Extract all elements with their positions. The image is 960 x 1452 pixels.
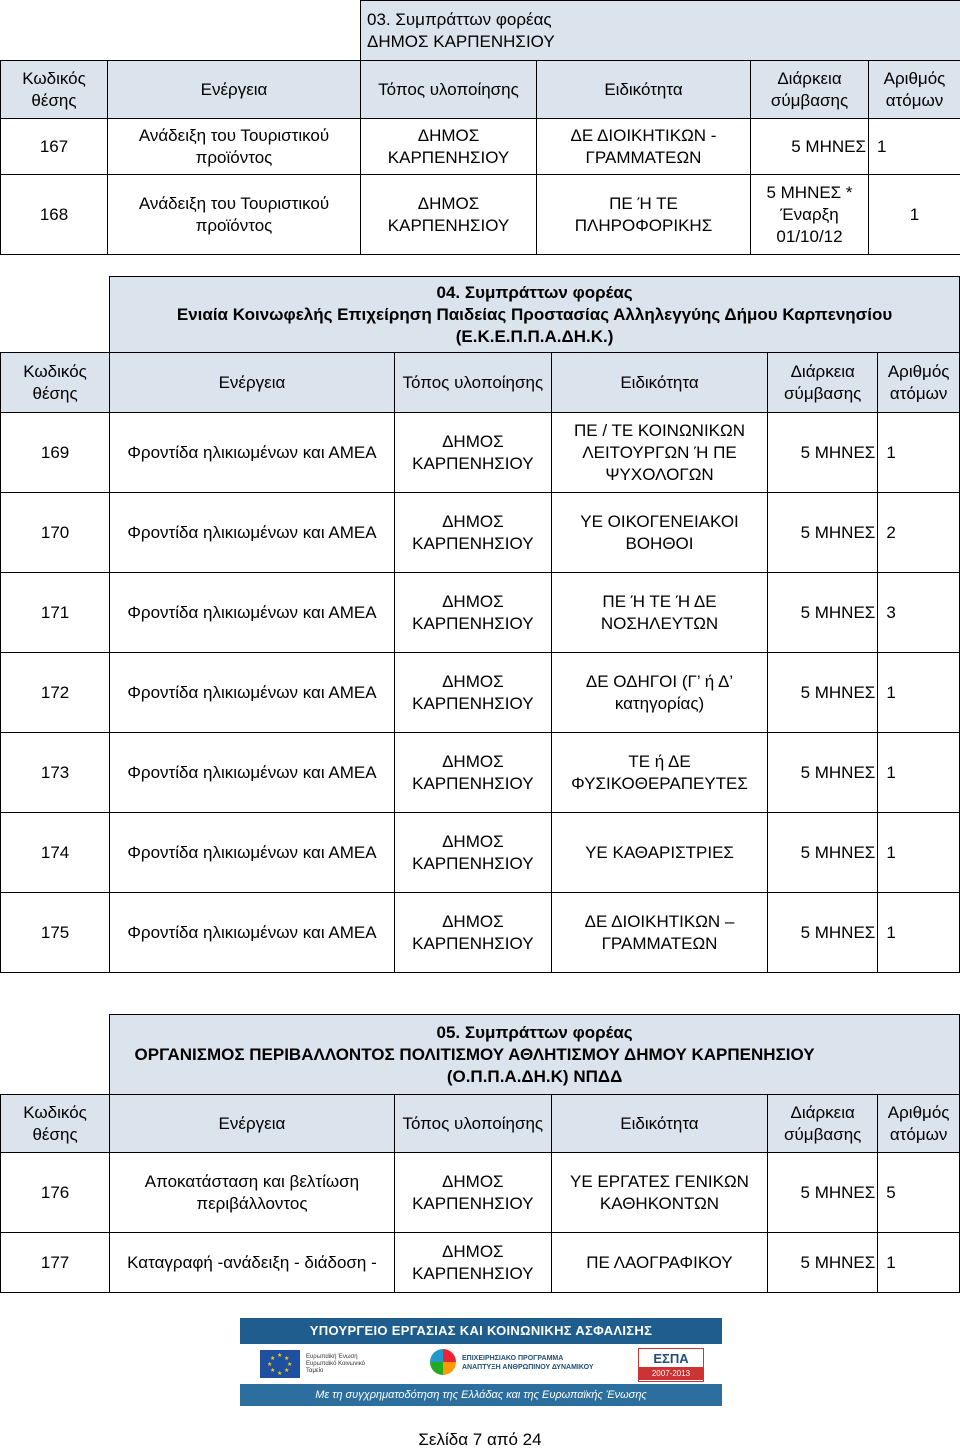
cell-action: Φροντίδα ηλικιωμένων και ΑΜΕΑ: [110, 573, 395, 653]
cell-duration: 5 ΜΗΝΕΣ * Έναρξη 01/10/12: [751, 175, 869, 255]
col-spec-header: Ειδικότητα: [537, 61, 751, 119]
cell-place: ΔΗΜΟΣ ΚΑΡΠΕΝΗΣΙΟΥ: [361, 119, 537, 175]
cell-count: 1: [869, 175, 960, 255]
col-code-header: Κωδικός θέσης: [1, 1095, 110, 1153]
col-action-header: Ενέργεια: [110, 1095, 395, 1153]
col-code-header: Κωδικός θέσης: [1, 61, 108, 119]
cell-place: ΔΗΜΟΣ ΚΑΡΠΕΝΗΣΙΟΥ: [394, 1153, 551, 1233]
cell-action: Ανάδειξη του Τουριστικού προϊόντος: [108, 175, 361, 255]
cell-duration: 5 ΜΗΝΕΣ: [768, 653, 878, 733]
section-05-header-row: [1, 1095, 960, 1153]
cell-code: 173: [1, 733, 110, 813]
section-03-table: [0, 0, 960, 255]
cell-count: 1: [878, 733, 960, 813]
col-duration-header: Διάρκεια σύμβασης: [751, 61, 869, 119]
col-count-header: Αριθμός ατόμων: [878, 1095, 960, 1153]
cell-place: ΔΗΜΟΣ ΚΑΡΠΕΝΗΣΙΟΥ: [394, 413, 551, 493]
section-04-header-row: [1, 353, 960, 413]
cell-count: 1: [878, 813, 960, 893]
table-row: [1, 1233, 960, 1293]
cell-spec: ΠΕ Ή ΤΕ ΠΛΗΡΟΦΟΡΙΚΗΣ: [537, 175, 751, 255]
cell-place: ΔΗΜΟΣ ΚΑΡΠΕΝΗΣΙΟΥ: [394, 493, 551, 573]
cell-place: ΔΗΜΟΣ ΚΑΡΠΕΝΗΣΙΟΥ: [394, 573, 551, 653]
cell-place: ΔΗΜΟΣ ΚΑΡΠΕΝΗΣΙΟΥ: [394, 733, 551, 813]
col-place-header: Τόπος υλοποίησης: [394, 353, 551, 413]
cell-count: 1: [878, 653, 960, 733]
section-05-title-line2: ΟΡΓΑΝΙΣΜΟΣ ΠΕΡΙΒΑΛΛΟΝΤΟΣ ΠΟΛΙΤΙΣΜΟΥ ΑΘΛΗΤΙΣΜΟΥ ΔΗΜΟΥ ΚΑΡΠΕΝΗΣΙΟΥ: [134, 1044, 815, 1064]
cell-count: 2: [878, 493, 960, 573]
cell-spec: ΔΕ ΔΙΟΙΚΗΤΙΚΩΝ – ΓΡΑΜΜΑΤΕΩΝ: [551, 893, 767, 973]
section-05: [0, 1014, 960, 1293]
col-spec-header: Ειδικότητα: [551, 353, 767, 413]
cell-duration: 5 ΜΗΝΕΣ: [768, 493, 878, 573]
cofunding-banner: [240, 1318, 722, 1410]
cell-action: Ανάδειξη του Τουριστικού προϊόντος: [108, 119, 361, 175]
cell-code: 174: [1, 813, 110, 893]
cell-code: 169: [1, 413, 110, 493]
cell-count: 1: [878, 1233, 960, 1293]
espa-years: 2007-2013: [639, 1367, 703, 1380]
cell-action: Φροντίδα ηλικιωμένων και ΑΜΕΑ: [110, 413, 395, 493]
cell-count: 3: [878, 573, 960, 653]
cell-code: 170: [1, 493, 110, 573]
cell-spec: ΠΕ / ΤΕ ΚΟΙΝΩΝΙΚΩΝ ΛΕΙΤΟΥΡΓΩΝ Ή ΠΕ ΨΥΧΟΛΟΓΩΝ: [551, 413, 767, 493]
cell-action: Αποκατάσταση και βελτίωση περιβάλλοντος: [110, 1153, 395, 1233]
cell-count: 1: [869, 119, 960, 175]
table-row: [1, 893, 960, 973]
section-04-title-line1: 04. Συμπράττων φορέας: [436, 282, 633, 302]
col-count-header: Αριθμός ατόμων: [878, 353, 960, 413]
table-row: [1, 175, 960, 255]
cell-code: 175: [1, 893, 110, 973]
cell-code: 177: [1, 1233, 110, 1293]
cell-place: ΔΗΜΟΣ ΚΑΡΠΕΝΗΣΙΟΥ: [394, 653, 551, 733]
table-row: [1, 493, 960, 573]
cell-code: 167: [1, 119, 108, 175]
cell-duration: 5 ΜΗΝΕΣ: [768, 1153, 878, 1233]
col-duration-header: Διάρκεια σύμβασης: [768, 1095, 878, 1153]
table-row: [1, 573, 960, 653]
section-03-title: [361, 1, 960, 61]
section-03-title-line1: 03. Συμπράττων φορέας: [367, 9, 552, 29]
col-place-header: Τόπος υλοποίησης: [361, 61, 537, 119]
cell-duration: 5 ΜΗΝΕΣ: [768, 733, 878, 813]
col-count-header: Αριθμός ατόμων: [869, 61, 960, 119]
cell-action: Φροντίδα ηλικιωμένων και ΑΜΕΑ: [110, 893, 395, 973]
cell-code: 171: [1, 573, 110, 653]
table-row: [1, 413, 960, 493]
cell-spec: ΥΕ ΟΙΚΟΓΕΝΕΙΑΚΟΙ ΒΟΗΘΟΙ: [551, 493, 767, 573]
cell-spec: ΠΕ Ή ΤΕ Ή ΔΕ ΝΟΣΗΛΕΥΤΩΝ: [551, 573, 767, 653]
section-04-table: [0, 276, 960, 973]
ministry-title: ΥΠΟΥΡΓΕΙΟ ΕΡΓΑΣΙΑΣ ΚΑΙ ΚΟΙΝΩΝΙΚΗΣ ΑΣΦΑΛΙΣΗΣ: [240, 1318, 722, 1344]
cell-code: 176: [1, 1153, 110, 1233]
section-04: [0, 276, 960, 973]
section-04-title-line2: Ενιαία Κοινωφελής Επιχείρηση Παιδείας Προστασίας Αλληλεγγύης Δήμου Καρπενησίου: [176, 304, 893, 324]
eu-flag-icon: ★ ★ ★ ★ ★ ★ ★ ★: [260, 1350, 300, 1378]
col-duration-header: Διάρκεια σύμβασης: [768, 353, 878, 413]
section-04-title: [110, 277, 960, 353]
cell-spec: ΤΕ ή ΔΕ ΦΥΣΙΚΟΘΕΡΑΠΕΥΤΕΣ: [551, 733, 767, 813]
col-action-header: Ενέργεια: [108, 61, 361, 119]
cell-place: ΔΗΜΟΣ ΚΑΡΠΕΝΗΣΙΟΥ: [394, 813, 551, 893]
epa-line1: ΕΠΙΧΕΙΡΗΣΙΑΚΟ ΠΡΟΓΡΑΜΜΑ: [462, 1355, 564, 1362]
table-row: [1, 1153, 960, 1233]
cell-action: Φροντίδα ηλικιωμένων και ΑΜΕΑ: [110, 813, 395, 893]
cell-place: ΔΗΜΟΣ ΚΑΡΠΕΝΗΣΙΟΥ: [361, 175, 537, 255]
epa-line2: ΑΝΑΠΤΥΞΗ ΑΝΘΡΩΠΙΝΟΥ ΔΥΝΑΜΙΚΟΥ: [462, 1364, 594, 1371]
table-row: [1, 733, 960, 813]
section-05-title: [110, 1015, 960, 1095]
cell-count: 1: [878, 413, 960, 493]
col-code-header: Κωδικός θέσης: [1, 353, 110, 413]
table-row: [1, 813, 960, 893]
cell-duration: 5 ΜΗΝΕΣ: [768, 573, 878, 653]
section-05-table: [0, 1014, 960, 1293]
eu-caption: Ευρωπαϊκή Ένωση Ευρωπαϊκό Κοινωνικό Ταμείο: [306, 1354, 365, 1374]
cell-count: 5: [878, 1153, 960, 1233]
cell-spec: ΔΕ ΟΔΗΓΟΙ (Γ’ ή Δ’ κατηγορίας): [551, 653, 767, 733]
col-spec-header: Ειδικότητα: [551, 1095, 767, 1153]
section-03-title-line2: ΔΗΜΟΣ ΚΑΡΠΕΝΗΣΙΟΥ: [367, 31, 555, 51]
cell-duration: 5 ΜΗΝΕΣ: [768, 1233, 878, 1293]
cell-action: Φροντίδα ηλικιωμένων και ΑΜΕΑ: [110, 733, 395, 813]
section-03-header-row: [1, 61, 960, 119]
cell-action: Φροντίδα ηλικιωμένων και ΑΜΕΑ: [110, 653, 395, 733]
cell-place: ΔΗΜΟΣ ΚΑΡΠΕΝΗΣΙΟΥ: [394, 1233, 551, 1293]
section-05-title-line3: (Ο.Π.Π.Α.ΔΗ.Κ) ΝΠΔΔ: [446, 1066, 623, 1086]
cell-spec: ΔΕ ΔΙΟΙΚΗΤΙΚΩΝ - ΓΡΑΜΜΑΤΕΩΝ: [537, 119, 751, 175]
epa-logo-icon: [430, 1349, 456, 1375]
cell-count: 1: [878, 893, 960, 973]
col-action-header: Ενέργεια: [110, 353, 395, 413]
logos-strip: [240, 1344, 722, 1384]
epa-text: [462, 1354, 594, 1372]
cell-spec: ΥΕ ΕΡΓΑΤΕΣ ΓΕΝΙΚΩΝ ΚΑΘΗΚΟΝΤΩΝ: [551, 1153, 767, 1233]
page-number: Σελίδα 7 από 24: [418, 1430, 542, 1449]
table-row: [1, 119, 960, 175]
cell-duration: 5 ΜΗΝΕΣ: [768, 813, 878, 893]
cell-duration: 5 ΜΗΝΕΣ: [768, 413, 878, 493]
section-05-title-line1: 05. Συμπράττων φορέας: [436, 1022, 633, 1042]
cell-place: ΔΗΜΟΣ ΚΑΡΠΕΝΗΣΙΟΥ: [394, 893, 551, 973]
section-04-title-line3: (Ε.Κ.Ε.Π.Π.Α.ΔΗ.Κ.): [455, 326, 614, 346]
espa-logo: [638, 1348, 704, 1382]
section-03: [0, 0, 960, 255]
cofund-text: Με τη συγχρηματοδότηση της Ελλάδας και της Ευρωπαϊκής Ένωσης: [240, 1384, 722, 1406]
col-place-header: Τόπος υλοποίησης: [394, 1095, 551, 1153]
table-row: [1, 653, 960, 733]
cell-code: 172: [1, 653, 110, 733]
cell-duration: 5 ΜΗΝΕΣ: [751, 119, 869, 175]
cell-spec: ΥΕ ΚΑΘΑΡΙΣΤΡΙΕΣ: [551, 813, 767, 893]
cell-duration: 5 ΜΗΝΕΣ: [768, 893, 878, 973]
espa-title: ΕΣΠΑ: [653, 1351, 689, 1366]
cell-action: Καταγραφή -ανάδειξη - διάδοση -: [110, 1233, 395, 1293]
cell-action: Φροντίδα ηλικιωμένων και ΑΜΕΑ: [110, 493, 395, 573]
cell-code: 168: [1, 175, 108, 255]
cell-spec: ΠΕ ΛΑΟΓΡΑΦΙΚΟΥ: [551, 1233, 767, 1293]
